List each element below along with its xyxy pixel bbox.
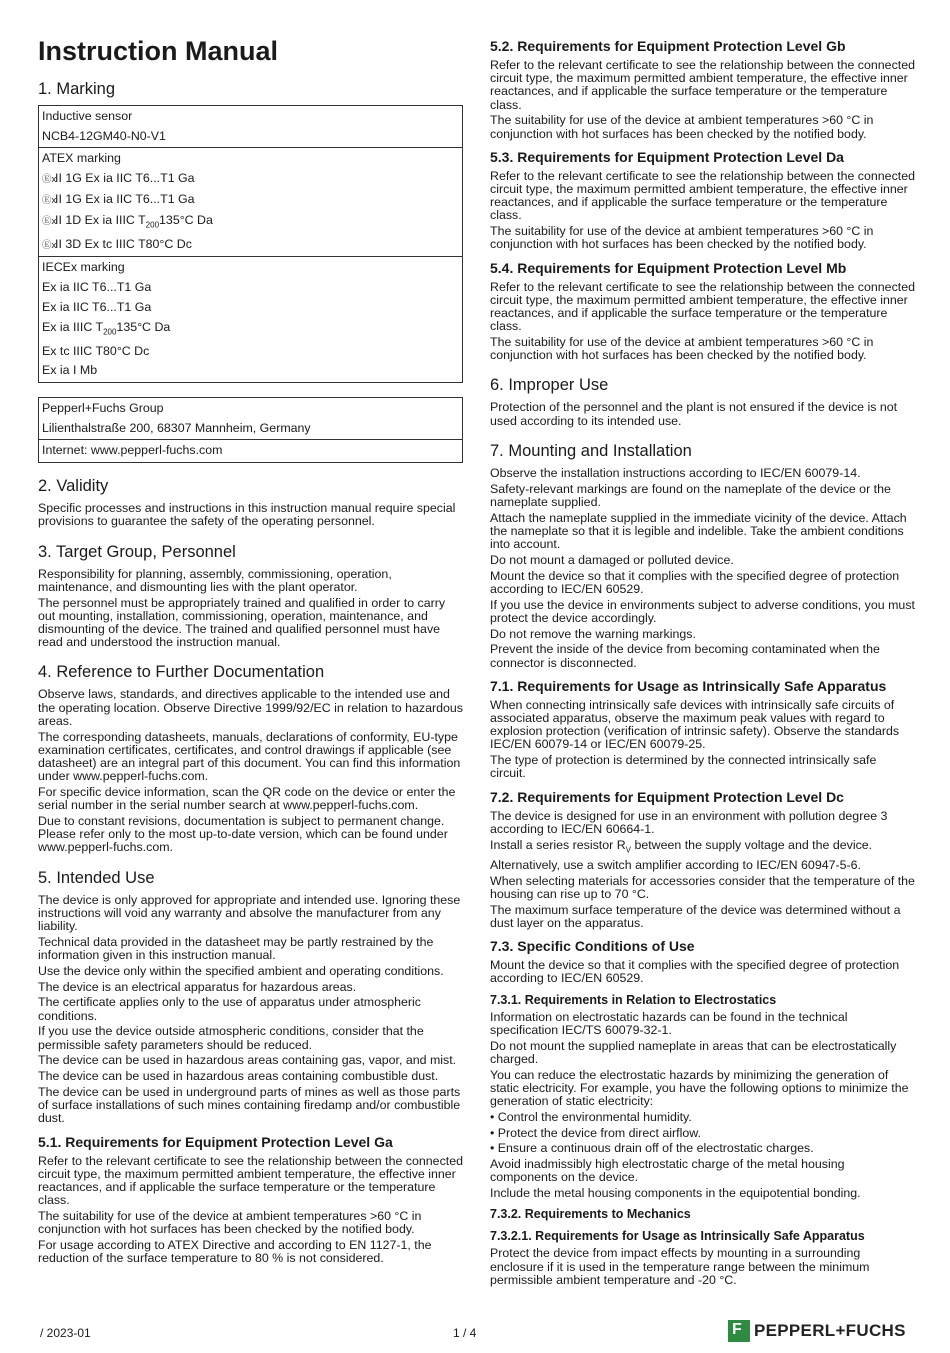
paragraph: When selecting materials for accessories consider that the temperature of the housing can rise up to 70 °C.	[490, 873, 915, 901]
paragraph: Prevent the inside of the device from becoming contaminated when the connector is disconnected.	[490, 642, 880, 670]
heading-target-group: 3. Target Group, Personnel	[38, 542, 236, 561]
paragraph: The corresponding datasheets, manuals, declarations of conformity, EU-type examination certificates, certificates, and control drawings if applicable (see datasheet) are an integral part of this document. You can find this information under www.pepperl-fuchs.com.	[38, 729, 461, 784]
ex-icon: Ⓔx	[42, 239, 57, 251]
heading-level-dc: 7.2. Requirements for Equipment Protection Level Dc	[490, 788, 844, 805]
paragraph: The suitability for use of the device at ambient temperatures >60 °C in conjunction with hot surfaces has been checked by the notified body.	[490, 224, 874, 252]
heading-mechanics: 7.3.2. Requirements to Mechanics	[490, 1207, 691, 1222]
paragraph: Avoid inadmissibly high electrostatic charge of the metal housing components on the device.	[490, 1157, 845, 1185]
company-table	[38, 397, 463, 463]
company-group	[39, 398, 462, 440]
iecex-row: Ex ia IIC T6...T1 Ga	[42, 299, 152, 314]
paragraph: Use the device only within the specified ambient and operating conditions.	[38, 963, 444, 978]
paragraph: Information on electrostatic hazards can be found in the technical specification IEC/TS 60079-32-1.	[490, 1009, 848, 1037]
iecex-group	[39, 257, 462, 382]
paragraph: Include the metal housing components in the equipotential bonding.	[490, 1186, 861, 1201]
iecex-row: Ex tc IIIC T80°C Dc	[42, 343, 150, 358]
brand-logo	[728, 1320, 906, 1342]
paragraph: Safety-relevant markings are found on the nameplate of the device or the nameplate supplied.	[490, 481, 891, 509]
heading-level-gb: 5.2. Requirements for Equipment Protection Level Gb	[490, 38, 846, 54]
logo-text: PEPPERL+FUCHS	[754, 1321, 906, 1340]
heading-mounting: 7. Mounting and Installation	[490, 441, 692, 460]
paragraph: Do not mount a damaged or polluted device.	[490, 552, 734, 567]
paragraph: Due to constant revisions, documentation is subject to permanent change. Please refer only to the most up-to-date version, which can be found under www.pepperl-fuchs.com.	[38, 814, 448, 855]
heading-improper-use: 6. Improper Use	[490, 376, 609, 395]
paragraph: Install a series resistor $R_V$ between the supply voltage and the device.	[490, 837, 873, 855]
ex-icon: Ⓔx	[42, 194, 57, 206]
bullet-item: • Protect the device from direct airflow.	[490, 1127, 915, 1140]
heading-level-mb: 5.4. Requirements for Equipment Protection Level Mb	[490, 259, 847, 276]
paragraph: The suitability for use of the device at ambient temperatures >60 °C in conjunction with hot surfaces has been checked by the notified body.	[38, 1209, 422, 1237]
sensor-label: Inductive sensor	[42, 109, 133, 123]
paragraph: For usage according to ATEX Directive and according to EN 1127-1, the reduction of the surface temperature to 80 % is not considered.	[38, 1238, 432, 1266]
heading-specific-conditions: 7.3. Specific Conditions of Use	[490, 938, 695, 955]
paragraph: The device is designed for use in an environment with pollution degree 3 according to IEC/EN 60664-1.	[490, 808, 888, 836]
paragraph: The device can be used in underground parts of mines as well as those parts of surface installations of such mines containing firedamp and/or combustible dust.	[38, 1085, 461, 1126]
right-column	[490, 38, 915, 1290]
iecex-row: Ex ia IIC T6...T1 Ga	[42, 280, 152, 295]
paragraph: Technical data provided in the datasheet may be partly restrained by the information given in this instruction manual.	[38, 934, 434, 963]
paragraph: The maximum surface temperature of the device was determined without a dust layer on the apparatus.	[490, 902, 901, 930]
iecex-row: Ex ia I Mb	[42, 363, 98, 378]
paragraph: The personnel must be appropriately trained and qualified in order to carry out mounting, installation, commissioning, operation, maintenance, and dismounting of the device. The trained and qualified personnel must have read and understood the instruction manual.	[38, 595, 446, 650]
heading-validity: 2. Validity	[38, 477, 109, 496]
paragraph: The device is only approved for appropriate and intended use. Ignoring these instructions will void any warranty and absolve the manufacturer from any liability.	[38, 892, 461, 934]
iecex-row: Ex ia IIIC $T_{200}135^\circ C$ Da	[42, 319, 171, 336]
paragraph: The device can be used in hazardous areas containing gas, vapor, and mist.	[38, 1053, 457, 1068]
paragraph: The type of protection is determined by the connected intrinsically safe circuit.	[490, 753, 877, 781]
sensor-group	[39, 106, 462, 148]
bullet-item: • Control the environmental humidity.	[490, 1111, 915, 1124]
paragraph: Attach the nameplate supplied in the immediate vicinity of the device. Attach the nameplate so that it is legible and indelible. Take the ambient conditions into account.	[490, 510, 907, 552]
atex-row: ⒺxII 1G Ex ia IIC T6...T1 Ga	[42, 190, 459, 211]
ex-icon: Ⓔx	[42, 215, 57, 227]
paragraph: Responsibility for planning, assembly, commissioning, operation, maintenance, and dismounting lies with the plant operator.	[38, 566, 392, 594]
internet-group	[39, 440, 462, 462]
company-name: Pepperl+Fuchs Group	[42, 401, 164, 416]
footer-page-number: 1 / 4	[453, 1326, 477, 1340]
heading-marking: 1. Marking	[38, 80, 116, 98]
heading-level-da: 5.3. Requirements for Equipment Protection Level Da	[490, 148, 844, 165]
paragraph: The certificate applies only to the use of apparatus under atmospheric conditions.	[38, 995, 421, 1023]
logo-icon: F	[728, 1320, 750, 1342]
paragraph: Refer to the relevant certificate to see the relationship between the connected circuit type, the maximum permitted ambient temperature, the effective inner reactances, and if applicable the surface temperature or the temperature class.	[38, 1153, 463, 1208]
heading-level-ga: 5.1. Requirements for Equipment Protection Level Ga	[38, 1133, 393, 1150]
paragraph: Do not remove the warning markings.	[490, 626, 696, 641]
paragraph: Mount the device so that it complies with the specified degree of protection according to IEC/EN 60529.	[490, 568, 900, 596]
paragraph: Refer to the relevant certificate to see the relationship between the connected circuit type, the maximum permitted ambient temperature, the effective inner reactances, and if applicable the surface temperature or the temperature class.	[490, 279, 915, 334]
left-column	[38, 36, 463, 1268]
iecex-label: IECEx marking	[42, 260, 125, 275]
ex-icon: Ⓔx	[42, 174, 57, 186]
footer-date: / 2023-01	[40, 1326, 91, 1340]
paragraph: Do not mount the supplied nameplate in areas that can be electrostatically charged.	[490, 1038, 897, 1066]
atex-row: ⒺxII 1D Ex ia IIIC $T_{200}135^\circ C$ Da	[42, 211, 459, 235]
paragraph: When connecting intrinsically safe devices with intrinsically safe circuits of associated apparatus, observe the maximum peak values with regard to explosion protection (verification of intrinsic safety). Observe the standards IEC/EN 60079-14 or IEC/EN 60079-25.	[490, 697, 900, 752]
paragraph: The device is an electrical apparatus for hazardous areas.	[38, 979, 357, 994]
atex-label: ATEX marking	[42, 151, 121, 166]
heading-intrinsically-safe: 7.1. Requirements for Usage as Intrinsically Safe Apparatus	[490, 677, 887, 694]
paragraph: Observe the installation instructions according to IEC/EN 60079-14.	[490, 465, 861, 480]
page-title: Instruction Manual	[38, 36, 279, 66]
heading-intended-use: 5. Intended Use	[38, 868, 155, 887]
atex-group	[39, 148, 462, 257]
marking-table	[38, 105, 463, 383]
paragraph: The suitability for use of the device at ambient temperatures >60 °C in conjunction with hot surfaces has been checked by the notified body.	[490, 113, 874, 141]
company-address: Lilienthalstraße 200, 68307 Mannheim, Germany	[42, 420, 311, 435]
paragraph: For specific device information, scan the QR code on the device or enter the serial number in the serial number search at www.pepperl-fuchs.com.	[38, 785, 456, 813]
paragraph: Specific processes and instructions in this instruction manual require special provisions to guarantee the safety of the operating personnel.	[38, 501, 456, 529]
paragraph: Protection of the personnel and the plant is not ensured if the device is not used according to its intended use.	[490, 400, 898, 428]
paragraph: Protect the device from impact effects by mounting in a surrounding enclosure if it is used in the temperature range between the minimum permissible ambient temperature and -20 °C.	[490, 1246, 870, 1287]
paragraph: Alternatively, use a switch amplifier according to IEC/EN 60947-5-6.	[490, 857, 861, 872]
paragraph: You can reduce the electrostatic hazards by minimizing the generation of static electricity. For example, you have the following options to minimize the generation of static electricity:	[490, 1067, 909, 1108]
paragraph: Observe laws, standards, and directives applicable to the intended use and the operating location. Observe Directive 1999/92/EC in relation to hazardous areas.	[38, 687, 463, 728]
heading-reference: 4. Reference to Further Documentation	[38, 663, 325, 682]
paragraph: Refer to the relevant certificate to see the relationship between the connected circuit type, the maximum permitted ambient temperature, the effective inner reactances, and if applicable the surface temperature or the temperature class.	[490, 58, 915, 112]
paragraph: If you use the device outside atmospheric conditions, consider that the permissible safety parameters should be reduced.	[38, 1024, 424, 1052]
sensor-model: NCB4-12GM40-N0-V1	[42, 128, 166, 143]
paragraph: The suitability for use of the device at ambient temperatures >60 °C in conjunction with hot surfaces has been checked by the notified body.	[490, 335, 874, 363]
bullet-item: • Ensure a continuous drain off of the electrostatic charges.	[490, 1142, 915, 1155]
paragraph: The device can be used in hazardous areas containing combustible dust.	[38, 1069, 439, 1084]
paragraph: Refer to the relevant certificate to see the relationship between the connected circuit type, the maximum permitted ambient temperature, the effective inner reactances, and if applicable the surface temperature or the temperature class.	[490, 168, 915, 223]
heading-mechanics-intrinsic: 7.3.2.1. Requirements for Usage as Intrinsically Safe Apparatus	[490, 1229, 865, 1244]
paragraph: Mount the device so that it complies with the specified degree of protection according to IEC/EN 60529.	[490, 958, 900, 986]
paragraph: If you use the device in environments subject to adverse conditions, you must protect the device accordingly.	[490, 597, 915, 625]
company-internet: Internet: www.pepperl-fuchs.com	[42, 443, 223, 458]
atex-row: ⒺxII 3D Ex tc IIIC T80°C Dc	[42, 235, 459, 256]
heading-electrostatics: 7.3.1. Requirements in Relation to Electrostatics	[490, 992, 777, 1007]
atex-row: ⒺxII 1G Ex ia IIC T6...T1 Ga	[42, 169, 459, 190]
